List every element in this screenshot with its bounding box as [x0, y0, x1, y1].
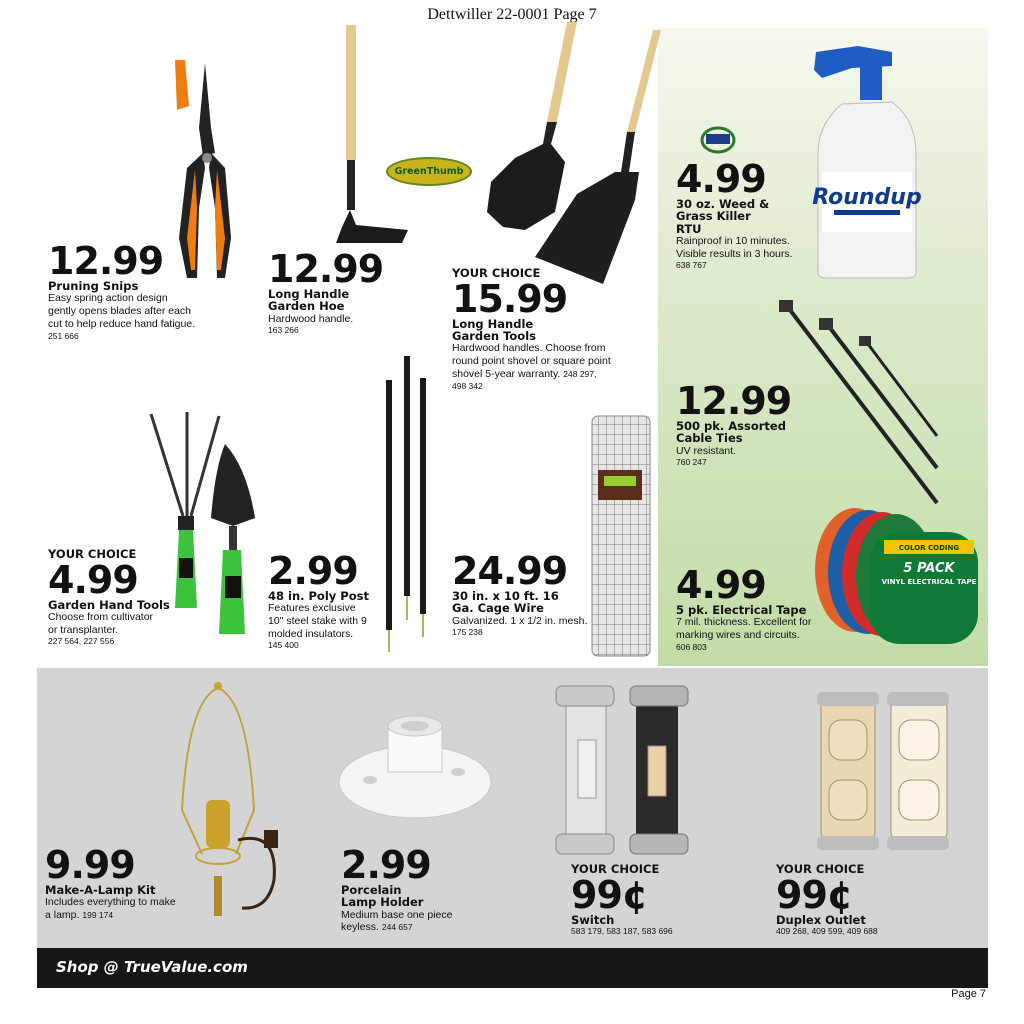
hand-tools-choice: YOUR CHOICE [48, 547, 137, 561]
roundup-bottle-image [812, 44, 922, 280]
garden-tools-desc: Hardwood handles. Choose from round point shovel or square point shovel 5-year warranty. 248 297, 498 342 [452, 342, 611, 392]
garden-hoe-block [268, 247, 418, 336]
cage-wire-roll-image [590, 414, 652, 658]
hand-tools-block [48, 549, 188, 646]
shovels-image [485, 22, 665, 284]
svg-text:VINYL ELECTRICAL TAPE: VINYL ELECTRICAL TAPE [881, 578, 977, 586]
duplex-outlets-image [815, 690, 953, 854]
outlet-sku: 409 268, 409 599, 409 688 [776, 925, 878, 936]
electrical-tape-desc: 7 mil. thickness. Excellent for marking wires and circuits. [676, 616, 812, 641]
weed-killer-name: 30 oz. Weed & Grass Killer RTU [676, 197, 770, 236]
shop-truevalue-link[interactable]: Shop @ TrueValue.com [56, 958, 248, 976]
greenthumb-logo-text: GreenThumb [394, 166, 464, 177]
cage-wire-block [452, 549, 592, 638]
electrical-tape-price: 4.99 [676, 563, 766, 607]
cable-ties-desc: UV resistant. [676, 444, 737, 457]
garden-tools-name: Long Handle Garden Tools [452, 316, 536, 343]
page-header: Dettwiller 22-0001 Page 7 [427, 6, 597, 23]
outlet-block [776, 864, 926, 936]
poly-posts-image [378, 352, 434, 657]
lamp-kit-price: 9.99 [45, 843, 135, 887]
lamp-holder-sku: 244 657 [381, 922, 413, 933]
greenthumb-logo [386, 157, 472, 186]
garden-tools-block [452, 268, 652, 393]
switch-price: 99¢ [571, 872, 648, 917]
lamp-holder-desc: Medium base one piece keyless. 244 657 [341, 908, 453, 934]
electrical-tape-block [676, 563, 816, 652]
weed-killer-price: 4.99 [676, 157, 766, 201]
garden-tools-sku: 248 297, 498 342 [452, 368, 597, 392]
poly-post-block [268, 549, 378, 651]
outlet-choice: YOUR CHOICE [776, 862, 865, 876]
lamp-kit-block [45, 843, 185, 922]
garden-hoe-price: 12.99 [268, 247, 384, 291]
svg-text:Roundup: Roundup [812, 185, 922, 210]
pruning-snips-price: 12.99 [48, 239, 164, 283]
electrical-tape-name: 5 pk. Electrical Tape [676, 603, 807, 617]
roundup-small-logo [700, 124, 736, 154]
garden-hoe-sku: 163 266 [268, 325, 299, 336]
garden-tools-price: 15.99 [452, 276, 568, 321]
pruning-snips-block [48, 239, 198, 343]
garden-hoe-desc: Hardwood handle. [268, 312, 354, 325]
cage-wire-name: 30 in. x 10 ft. 16 Ga. Cage Wire [452, 589, 559, 616]
hand-tools-desc: Choose from cultivator or transplanter. [48, 610, 154, 636]
pruning-snips-desc: Easy spring action design gently opens blades after each cut to help reduce hand fatigue. 251 666 [48, 292, 196, 342]
pruning-snips-sku: 251 666 [48, 331, 79, 342]
cable-ties-price: 12.99 [676, 379, 792, 423]
cable-ties-name: 500 pk. Assorted Cable Ties [676, 419, 786, 446]
poly-post-name: 48 in. Poly Post [268, 589, 369, 603]
cable-ties-sku: 760 247 [676, 457, 707, 468]
poly-post-desc: Features exclusive 10" steel stake with 9 molded insulators. [268, 602, 367, 640]
hand-tools-price: 4.99 [48, 557, 138, 602]
porcelain-lamp-holder-image [336, 712, 494, 822]
cage-wire-sku: 175 238 [452, 627, 483, 638]
electrical-tape-sku: 606 803 [676, 641, 707, 652]
garden-hoe-image [330, 25, 420, 250]
outlet-name: Duplex Outlet [776, 912, 866, 927]
lamp-kit-desc: Includes everything to make a lamp. 199 174 [45, 896, 176, 921]
svg-text:COLOR CODING: COLOR CODING [898, 544, 960, 552]
pruning-snips-name: Pruning Snips [48, 279, 139, 293]
svg-text:5 PACK: 5 PACK [903, 561, 955, 576]
weed-killer-sku: 638 767 [676, 260, 707, 271]
switch-choice: YOUR CHOICE [571, 862, 660, 876]
poly-post-price: 2.99 [268, 549, 358, 593]
garden-hoe-name: Long Handle Garden Hoe [268, 287, 350, 314]
switches-image [552, 684, 692, 856]
switch-name: Switch [571, 912, 615, 927]
lamp-kit-sku: 199 174 [82, 910, 114, 920]
lamp-holder-block [341, 843, 461, 934]
hand-tools-sku: 227 564, 227 556 [48, 636, 115, 647]
electrical-tape-image [810, 500, 980, 650]
hand-tools-name: Garden Hand Tools [48, 597, 170, 612]
weed-killer-block [676, 157, 806, 271]
lamp-holder-price: 2.99 [341, 843, 431, 887]
cable-ties-block [676, 379, 796, 468]
outlet-price: 99¢ [776, 872, 853, 917]
poly-post-sku: 145 400 [268, 640, 299, 651]
cage-wire-price: 24.99 [452, 549, 568, 593]
switch-sku: 583 179, 583 187, 583 696 [571, 925, 673, 936]
make-a-lamp-kit-image [178, 680, 293, 920]
lamp-holder-name: Porcelain Lamp Holder [341, 883, 424, 910]
cage-wire-desc: Galvanized. 1 x 1/2 in. mesh. [452, 614, 588, 627]
switch-block [571, 864, 721, 936]
weed-killer-desc: Rainproof in 10 minutes. Visible results in 3 hours. [676, 235, 793, 260]
garden-tools-choice: YOUR CHOICE [452, 266, 541, 280]
page-number: Page 7 [951, 988, 986, 1000]
lamp-kit-name: Make-A-Lamp Kit [45, 883, 156, 897]
